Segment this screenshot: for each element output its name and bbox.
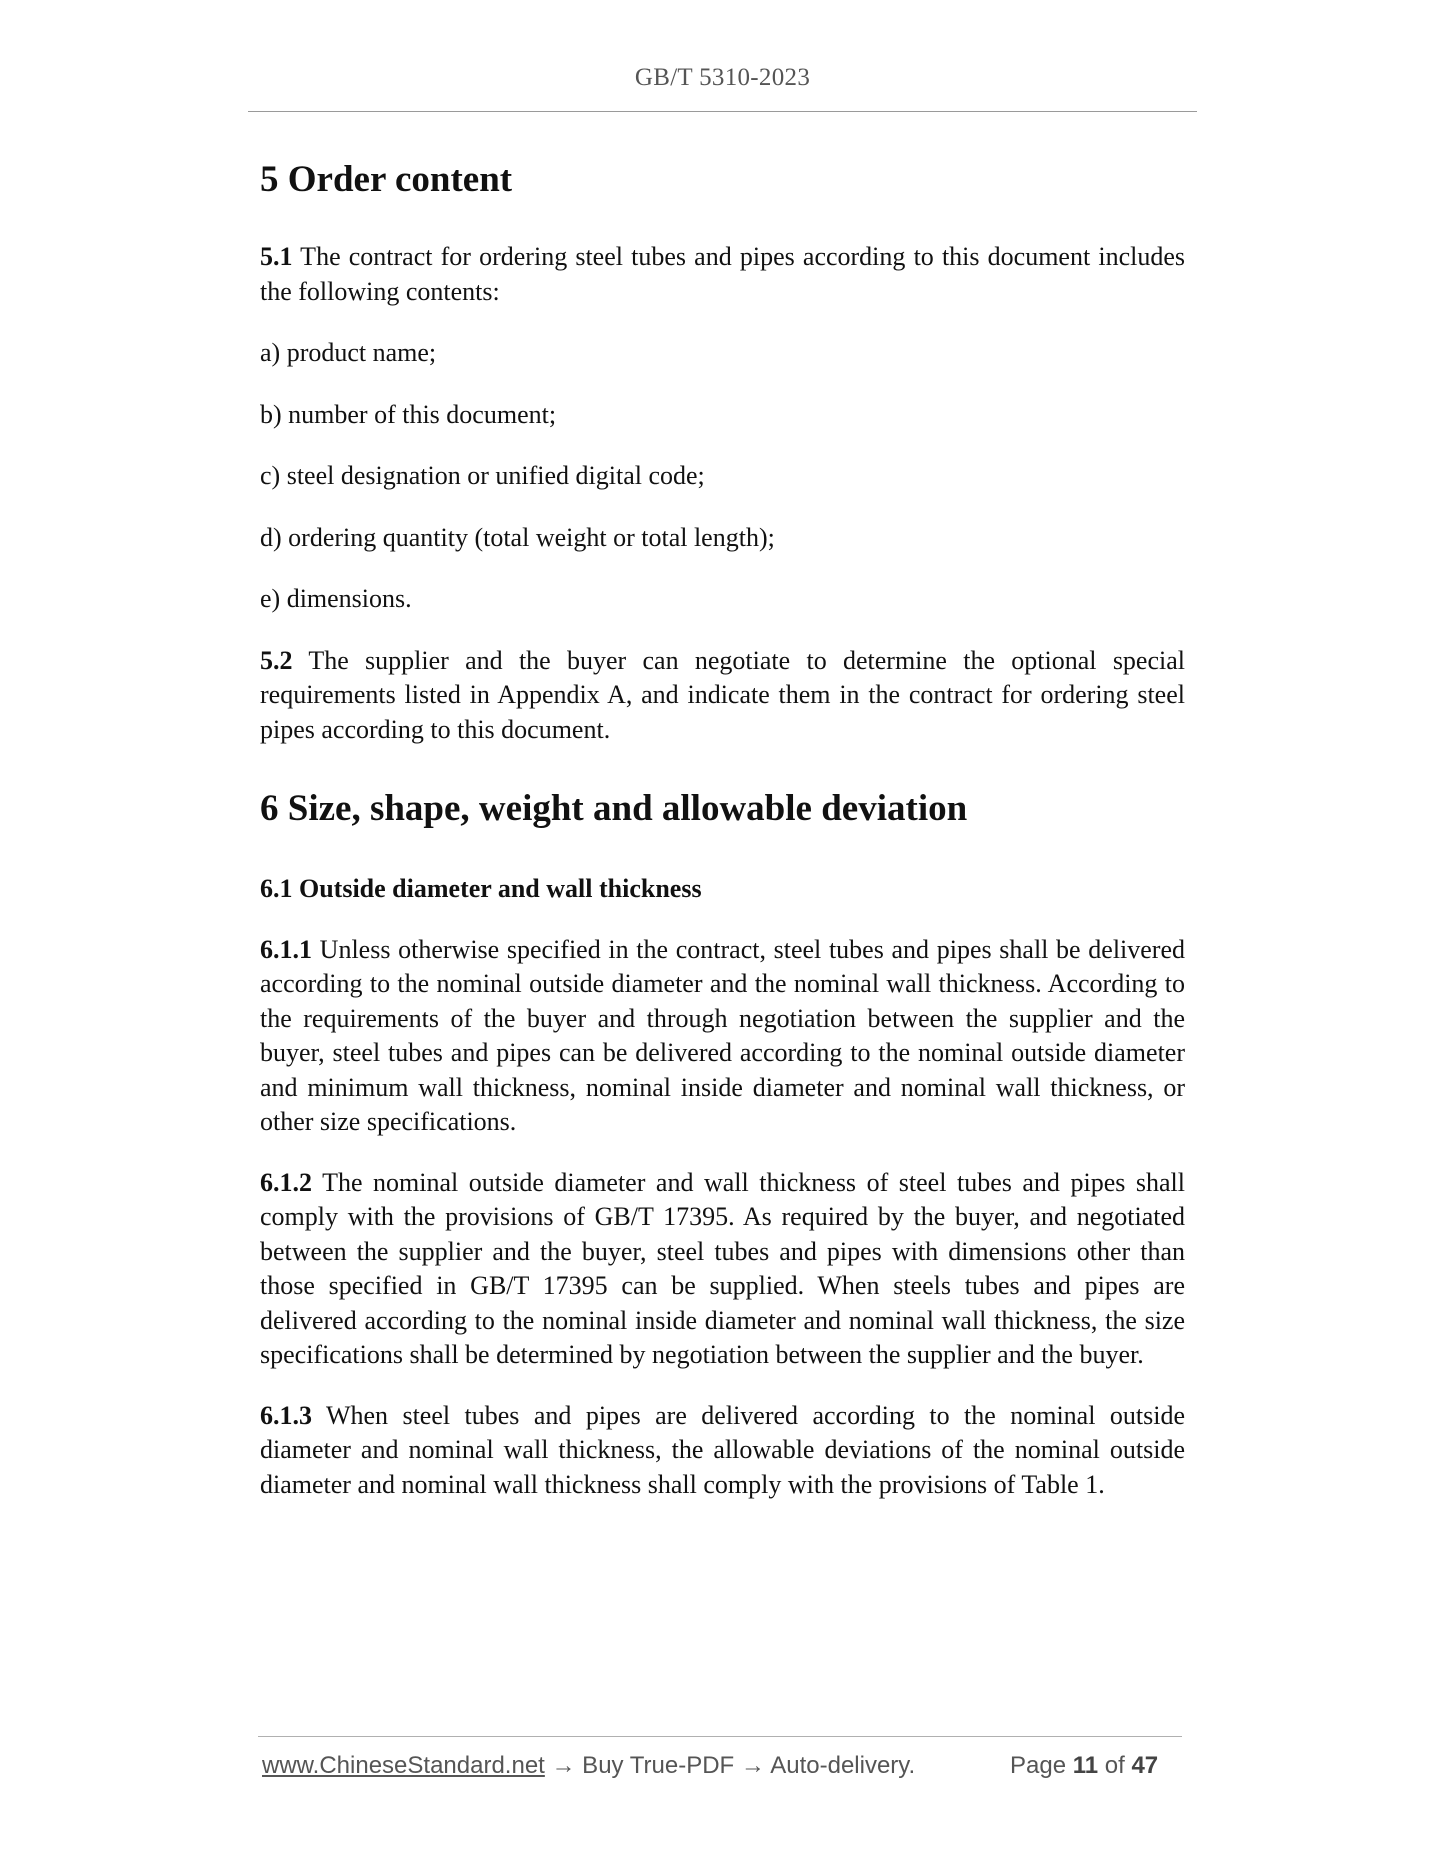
clause-5-2	[260, 644, 1185, 748]
footer-website-link[interactable]: www.ChineseStandard.net	[262, 1752, 545, 1779]
clause-6-1-2	[260, 1166, 1185, 1373]
clause-6-1-3	[260, 1399, 1185, 1503]
clause-text: When steel tubes and pipes are delivered according to the nominal outside diameter and nominal wall thickness, the allowable deviations of the nominal outside diameter and nominal wall thickness shall comply with the provisions of Table 1.	[260, 1400, 1185, 1499]
header-divider	[248, 111, 1197, 112]
clause-number: 6.1.1	[260, 934, 312, 964]
section-5-heading: 5 Order content	[260, 159, 513, 200]
footer-divider	[258, 1736, 1182, 1737]
clause-number: 5.2	[260, 645, 293, 675]
clause-number: 6.1.2	[260, 1167, 312, 1197]
footer-tagline: → Buy True-PDF → Auto-delivery.	[544, 1752, 916, 1779]
list-item: d) ordering quantity (total weight or total length);	[260, 522, 775, 552]
section-6-heading: 6 Size, shape, weight and allowable deviation	[260, 788, 968, 830]
clause-text: Unless otherwise specified in the contract, steel tubes and pipes shall be delivered according to the nominal outside diameter and the nominal wall thickness. According to the requirements of the buyer and through negotiation between the supplier and the buyer, steel tubes and pipes can be delivered according to the nominal outside diameter and minimum wall thickness, nominal inside diameter and nominal wall thickness, or other size specifications.	[260, 934, 1185, 1137]
clause-text: The contract for ordering steel tubes and pipes according to this document includes the following contents:	[260, 242, 1185, 306]
list-item: a) product name;	[260, 338, 437, 368]
page-current: 11	[1072, 1752, 1099, 1779]
clause-text: The nominal outside diameter and wall thickness of steel tubes and pipes shall comply with the provisions of GB/T 17395. As required by the buyer, and negotiated between the supplier and the buyer, steel tubes and pipes with dimensions other than those specified in GB/T 17395 can be supplied. When steels tubes and pipes are delivered according to the nominal inside diameter and nominal wall thickness, the size specifications shall be determined by negotiation between the supplier and the buyer.	[260, 1167, 1185, 1370]
list-item: b) number of this document;	[260, 399, 557, 429]
clause-number: 5.1	[260, 242, 293, 272]
page-label: Page	[1010, 1752, 1073, 1779]
clause-text: The supplier and the buyer can negotiate to determine the optional special requirements listed in Appendix A, and indicate them in the contract for ordering steel pipes according to this document.	[260, 645, 1185, 744]
page-body	[260, 150, 1185, 1502]
running-header: GB/T 5310-2023	[634, 64, 811, 91]
page-indicator	[1010, 1752, 1158, 1780]
page-of: of	[1098, 1752, 1132, 1779]
clause-5-1	[260, 240, 1185, 309]
page-total: 47	[1131, 1752, 1159, 1779]
list-item: c) steel designation or unified digital code;	[260, 461, 705, 491]
list-item: e) dimensions.	[260, 584, 412, 614]
subsection-6-1-heading: 6.1 Outside diameter and wall thickness	[260, 873, 702, 903]
page-footer	[262, 1752, 1182, 1780]
clause-number: 6.1.3	[260, 1400, 312, 1430]
clause-6-1-1	[260, 933, 1185, 1140]
